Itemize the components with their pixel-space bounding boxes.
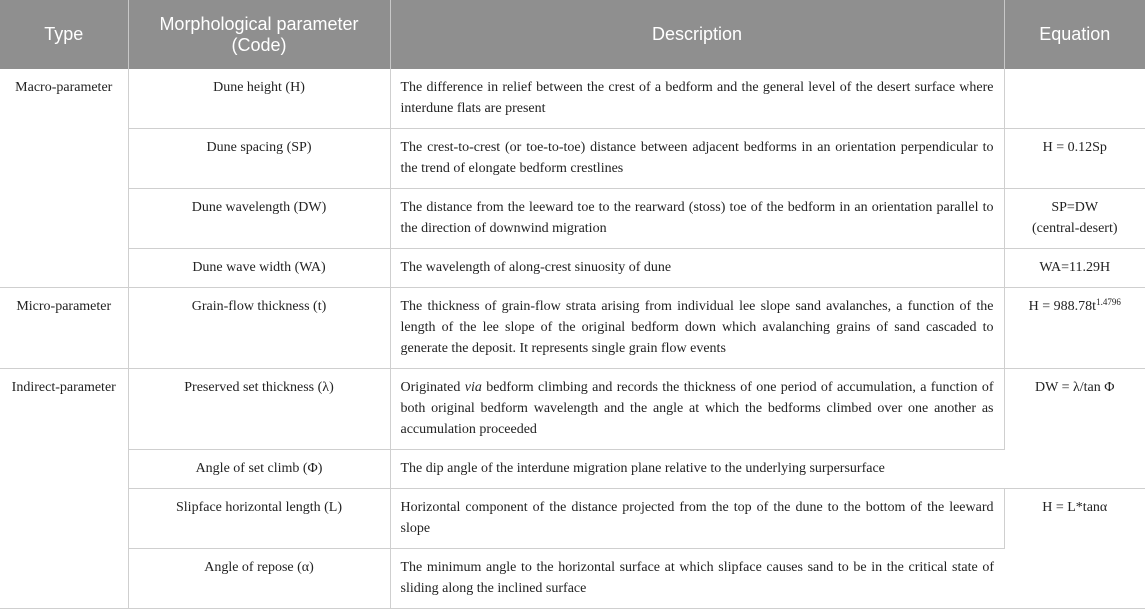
equation-text: SP=DW — [1051, 200, 1099, 215]
parameter-cell: Dune wavelength (DW) — [128, 189, 390, 249]
parameter-cell: Angle of set climb (Φ) — [128, 450, 390, 489]
description-cell: The dip angle of the interdune migration plane relative to the underlying surpersurface — [390, 450, 1004, 489]
parameter-cell: Dune spacing (SP) — [128, 129, 390, 189]
table-row — [0, 129, 1145, 189]
group-label-macro: Macro-parameter — [0, 69, 128, 288]
equation-cell: H = 0.12Sp — [1004, 129, 1145, 189]
equation-cell: WA=11.29H — [1004, 249, 1145, 288]
description-cell: The wavelength of along-crest sinuosity of dune — [390, 249, 1004, 288]
equation-cell — [1004, 288, 1145, 369]
parameter-cell: Slipface horizontal length (L) — [128, 489, 390, 549]
description-cell: The thickness of grain-flow strata arising from individual lee slope sand avalanches, a function of the length of the lee slope of the original bedform down which avalanching grains of sand cascaded to generate the deposit. It represents single grain flow events — [390, 288, 1004, 369]
table-row — [0, 249, 1145, 288]
header-row — [0, 0, 1145, 69]
parameter-cell: Angle of repose (α) — [128, 549, 390, 609]
parameter-cell: Preserved set thickness (λ) — [128, 369, 390, 450]
equation-exponent: 1.4796 — [1096, 297, 1121, 307]
parameter-cell: Dune wave width (WA) — [128, 249, 390, 288]
table-row — [0, 450, 1145, 489]
group-label-micro: Micro-parameter — [0, 288, 128, 369]
table-row — [0, 189, 1145, 249]
description-cell: The crest-to-crest (or toe-to-toe) distance between adjacent bedforms in an orientation perpendicular to the trend of elongate bedform crestlines — [390, 129, 1004, 189]
table-row — [0, 489, 1145, 549]
equation-text: H = 988.78t — [1028, 299, 1097, 314]
description-cell: Horizontal component of the distance projected from the top of the dune to the bottom of the leeward slope — [390, 489, 1004, 549]
equation-cell — [1004, 69, 1145, 129]
header-parameter: Morphological parameter (Code) — [128, 0, 390, 69]
header-description: Description — [390, 0, 1004, 69]
header-equation: Equation — [1004, 0, 1145, 69]
header-type: Type — [0, 0, 128, 69]
table-row — [0, 288, 1145, 369]
description-cell — [390, 369, 1004, 450]
description-cell: The difference in relief between the crest of a bedform and the general level of the desert surface where interdune flats are present — [390, 69, 1004, 129]
description-text: Originated — [400, 380, 465, 395]
description-text: bedform climbing and records the thickness of one period of accumulation, a function of both original bedform wavelength and the angle at which the bedforms climbed over one another as accumulation proceeded — [400, 380, 994, 437]
equation-cell — [1004, 189, 1145, 249]
equation-note: (central-desert) — [1032, 221, 1118, 236]
description-cell: The minimum angle to the horizontal surface at which slipface causes sand to be in the critical state of sliding along the inclined surface — [390, 549, 1004, 609]
table-row — [0, 549, 1145, 609]
equation-cell: DW = λ/tan Φ — [1004, 369, 1145, 489]
table-row — [0, 369, 1145, 450]
equation-cell: H = L*tanα — [1004, 489, 1145, 609]
group-label-indirect: Indirect-parameter — [0, 369, 128, 609]
description-cell: The distance from the leeward toe to the rearward (stoss) toe of the bedform in an orientation parallel to the direction of downwind migration — [390, 189, 1004, 249]
description-italic: via — [464, 380, 482, 395]
parameter-cell: Dune height (H) — [128, 69, 390, 129]
table-row — [0, 69, 1145, 129]
parameter-cell: Grain-flow thickness (t) — [128, 288, 390, 369]
